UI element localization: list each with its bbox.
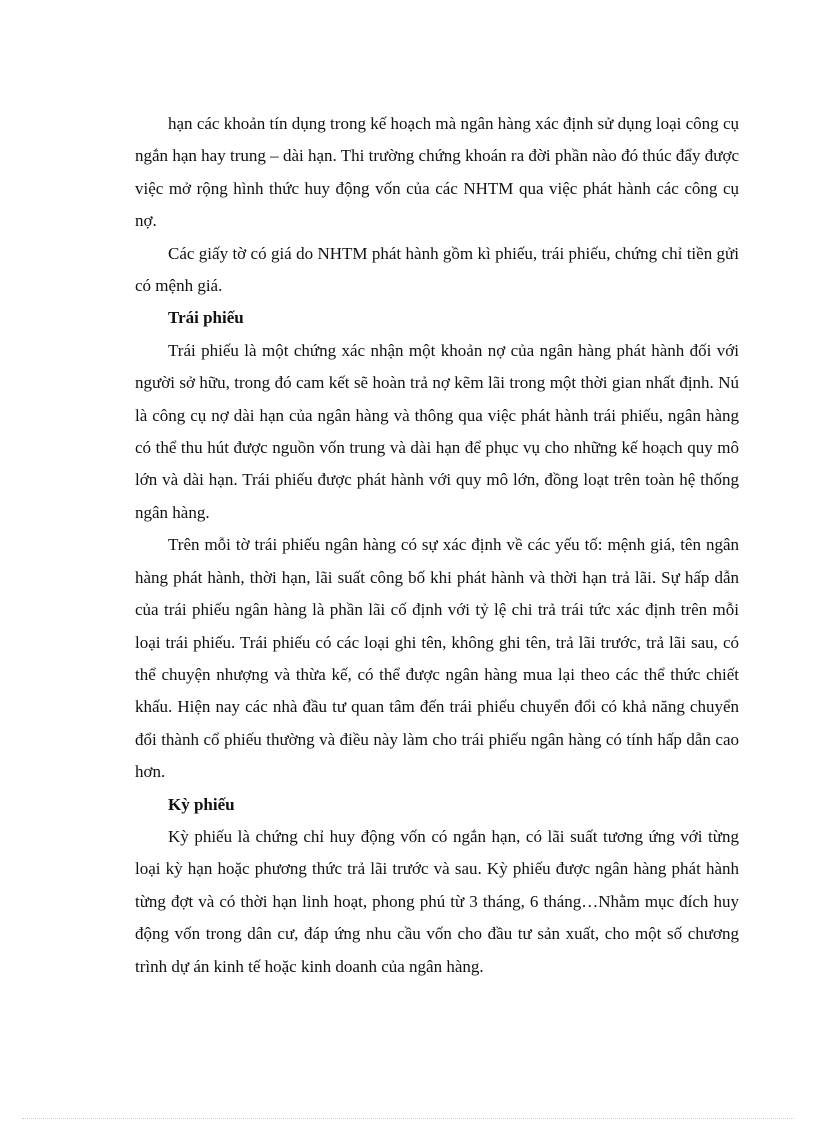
paragraph-promissory-notes: Kỳ phiếu là chứng chỉ huy động vốn có ngắn hạn, có lãi suất tương ứng với từng loại kỳ hạn hoặc phương thức trả lãi trước và sau. Kỳ phiếu được ngân hàng phát hành từng đợt và có thời hạn linh hoạt, phong phú từ 3 tháng, 6 tháng…Nhằm mục đích huy động vốn trong dân cư, đáp ứng nhu cầu vốn cho đầu tư sản xuất, cho một số chương trình dự án kinh tế hoặc kinh doanh của ngân hàng. xyxy=(135,826,739,976)
heading-promissory-notes: Kỳ phiếu xyxy=(168,794,235,814)
heading-bonds: Trái phiếu xyxy=(168,308,244,328)
page-bottom-divider xyxy=(22,1118,794,1119)
document-body xyxy=(135,108,739,983)
paragraph-valuable-papers: Các giấy tờ có giá do NHTM phát hành gồm kì phiếu, trái phiếu, chứng chỉ tiền gửi có mệnh giá. xyxy=(135,243,739,296)
paragraph-bonds-features: Trên mỗi tờ trái phiếu ngân hàng có sự xác định về các yếu tố: mệnh giá, tên ngân hàng phát hành, thời hạn, lãi suất công bố khi phát hành và thời hạn trả lãi. Sự hấp dẫn của trái phiếu ngân hàng là phần lãi cố định với tỷ lệ chi trả trái tức xác định trên mỗi loại trái phiếu. Trái phiếu có các loại ghi tên, không ghi tên, trả lãi trước, trả lãi sau, có thể chuyện nhượng và thừa kế, có thể được ngân hàng mua lại theo các thể thức chiết khấu. Hiện nay các nhà đầu tư quan tâm đến trái phiếu chuyển đổi có khả năng chuyển đổi thành cổ phiếu thường và điều này làm cho trái phiếu ngân hàng có tính hấp dẫn cao hơn. xyxy=(135,535,739,782)
paragraph-bonds-definition: Trái phiếu là một chứng xác nhận một khoản nợ của ngân hàng phát hành đối với người sở hữu, trong đó cam kết sẽ hoàn trả nợ kẽm lãi trong một thời gian nhất định. Nú là công cụ nợ dài hạn của ngân hàng và thông qua việc phát hành trái phiếu, ngân hàng có thể thu hút được nguồn vốn trung và dài hạn để phục vụ cho những kế hoạch quy mô lớn và dài hạn. Trái phiếu được phát hành với quy mô lớn, đồng loạt trên toàn hệ thống ngân hàng. xyxy=(135,340,739,522)
paragraph-intro-continuation: hạn các khoản tín dụng trong kế hoạch mà ngân hàng xác định sử dụng loại công cụ ngắn hạn hay trung – dài hạn. Thi trường chứng khoán ra đời phần nào đó thúc đẩy được việc mở rộng hình thức huy động vốn của các NHTM qua việc phát hành các công cụ nợ. xyxy=(135,114,739,231)
